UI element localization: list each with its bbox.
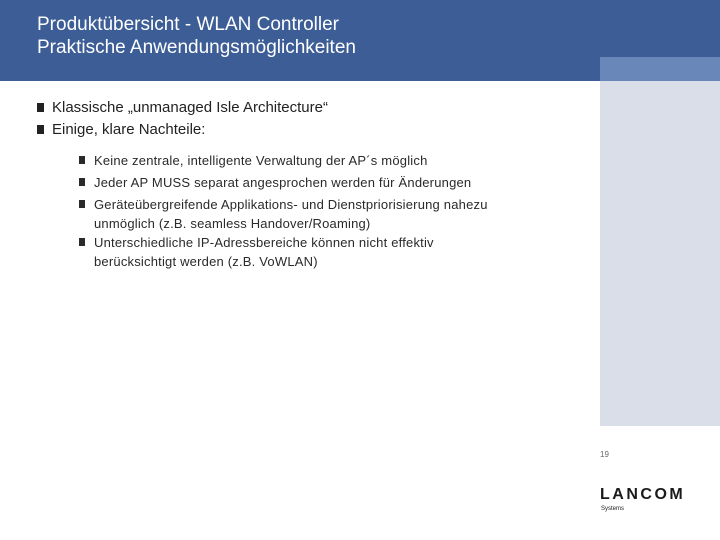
square-bullet-icon	[37, 103, 44, 112]
slide-subtitle: Praktische Anwendungsmöglichkeiten	[37, 37, 356, 58]
sub-bullet-text-continued: unmöglich (z.B. seamless Handover/Roaming)	[94, 216, 371, 231]
sub-bullet-text: Geräteübergreifende Applikations- und Dienstpriorisierung nahezu	[94, 197, 488, 212]
logo-wordmark: LANCOM	[600, 486, 686, 503]
slide-title: Produktübersicht - WLAN Controller	[37, 14, 339, 35]
bullet-item	[37, 97, 577, 119]
sub-bullet-item	[78, 195, 578, 233]
page-number: 19	[600, 450, 609, 459]
bullet-text: Klassische „unmanaged Isle Architecture“	[52, 99, 328, 116]
sub-bullet-item	[78, 233, 578, 271]
square-bullet-icon	[37, 125, 44, 134]
square-bullet-icon	[79, 238, 85, 246]
sub-bullet-item	[78, 173, 578, 193]
sub-bullet-text-continued: berücksichtigt werden (z.B. VoWLAN)	[94, 254, 318, 269]
square-bullet-icon	[79, 156, 85, 164]
sub-bullet-text: Jeder AP MUSS separat angesprochen werden für Änderungen	[94, 175, 472, 190]
bullet-list	[37, 97, 577, 141]
sub-bullet-list	[78, 151, 578, 271]
sub-bullet-text: Unterschiedliche IP-Adressbereiche können nicht effektiv	[94, 235, 434, 250]
lancom-logo	[600, 487, 704, 517]
bullet-item	[37, 119, 577, 141]
bullet-text: Einige, klare Nachteile:	[52, 121, 206, 138]
sub-bullet-text: Keine zentrale, intelligente Verwaltung der AP´s möglich	[94, 153, 428, 168]
logo-subtext: Systems	[601, 506, 625, 512]
square-bullet-icon	[79, 178, 85, 186]
header-accent-tab	[600, 57, 720, 81]
sub-bullet-item	[78, 151, 578, 171]
square-bullet-icon	[79, 200, 85, 208]
side-panel	[600, 81, 720, 426]
